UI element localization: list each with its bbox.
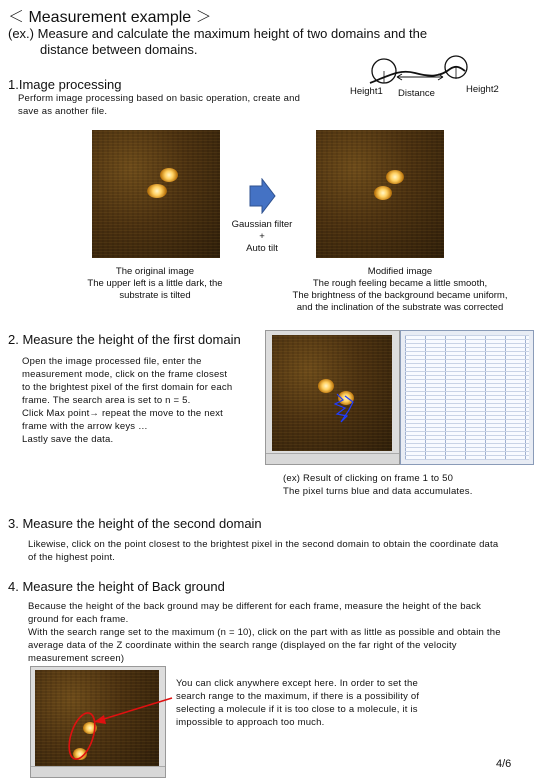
page-title: ＜ Measurement example ＞ bbox=[8, 9, 212, 26]
intro-line1: (ex.) Measure and calculate the maximum height of two domains and the bbox=[8, 26, 428, 41]
original-caption-2: The upper left is a little dark, the bbox=[87, 278, 223, 289]
section3-heading: 3. Measure the height of the second domain bbox=[8, 516, 262, 531]
section3-line1: Likewise, click on the point closest to the brightest pixel in the second domain to obtain the coordinate data bbox=[28, 539, 499, 550]
section1-text1: Perform image processing based on basic operation, create and bbox=[18, 93, 301, 104]
section2-line6: frame with the arrow keys … bbox=[22, 421, 148, 432]
measurement-window bbox=[265, 330, 400, 465]
section2-heading: 2. Measure the height of the first domain bbox=[8, 332, 241, 347]
exclusion-marker bbox=[60, 686, 180, 766]
section4-line1: Because the height of the back ground may be different for each frame, measure the height of the back bbox=[28, 601, 482, 612]
process-arrow bbox=[248, 178, 276, 214]
section2-line4: frame. The search area is set to n = 5. bbox=[22, 395, 191, 406]
measurement-afm-image bbox=[272, 335, 392, 451]
section3-line2: of the highest point. bbox=[28, 552, 116, 563]
section2-line2: measurement mode, click on the frame closest bbox=[22, 369, 228, 380]
original-afm-image bbox=[92, 130, 220, 258]
page-number: 4/6 bbox=[496, 758, 512, 770]
modified-caption-2: The rough feeling became a little smooth, bbox=[312, 278, 488, 289]
note-line3: selecting a molecule if it is too close to a molecule, it is bbox=[176, 704, 418, 715]
section4-heading: 4. Measure the height of Back ground bbox=[8, 579, 225, 594]
section2-line1: Open the image processed file, enter the bbox=[22, 356, 202, 367]
note-line2: search range to the maximum, if there is a possibility of bbox=[176, 691, 420, 702]
data-table-window bbox=[400, 330, 534, 465]
section4-line5: measurement screen) bbox=[28, 653, 125, 664]
modified-caption-3: The brightness of the background became uniform, bbox=[292, 290, 508, 301]
section2-line3: to the brightest pixel of the first domain for each bbox=[22, 382, 233, 393]
section4-line2: ground for each frame. bbox=[28, 614, 129, 625]
arrow-label-2: + bbox=[259, 231, 265, 242]
arrow-label-1: Gaussian filter bbox=[231, 219, 293, 230]
section2-caption-1: (ex) Result of clicking on frame 1 to 50 bbox=[283, 473, 454, 484]
section2-line7: Lastly save the data. bbox=[22, 434, 114, 445]
section2-caption-2: The pixel turns blue and data accumulates. bbox=[283, 486, 473, 497]
arrow-label-3: Auto tilt bbox=[246, 243, 278, 254]
original-caption-3: substrate is tilted bbox=[119, 290, 191, 301]
section2-line5: Click Max point→ repeat the move to the next bbox=[22, 408, 224, 419]
intro-line2: distance between domains. bbox=[40, 42, 198, 57]
click-trail bbox=[327, 390, 367, 430]
modified-afm-image bbox=[316, 130, 444, 258]
modified-caption-1: Modified image bbox=[367, 266, 433, 277]
distance-label: Distance bbox=[398, 88, 435, 99]
note-line1: You can click anywhere except here. In order to set the bbox=[176, 678, 418, 689]
section4-line4: average data of the Z coordinate within the search range (displayed on the far right of the velocity bbox=[28, 640, 457, 651]
note-line4: impossible to approach too much. bbox=[176, 717, 325, 728]
height2-label: Height2 bbox=[466, 84, 499, 95]
section1-heading: 1.Image processing bbox=[8, 77, 122, 92]
height1-label: Height1 bbox=[350, 86, 383, 97]
modified-caption-4: and the inclination of the substrate was corrected bbox=[296, 302, 504, 313]
section1-text2: save as another file. bbox=[18, 106, 108, 117]
section4-line3: With the search range set to the maximum (n = 10), click on the part with as little as possible and obtain the bbox=[28, 627, 501, 638]
original-caption-1: The original image bbox=[115, 266, 195, 277]
